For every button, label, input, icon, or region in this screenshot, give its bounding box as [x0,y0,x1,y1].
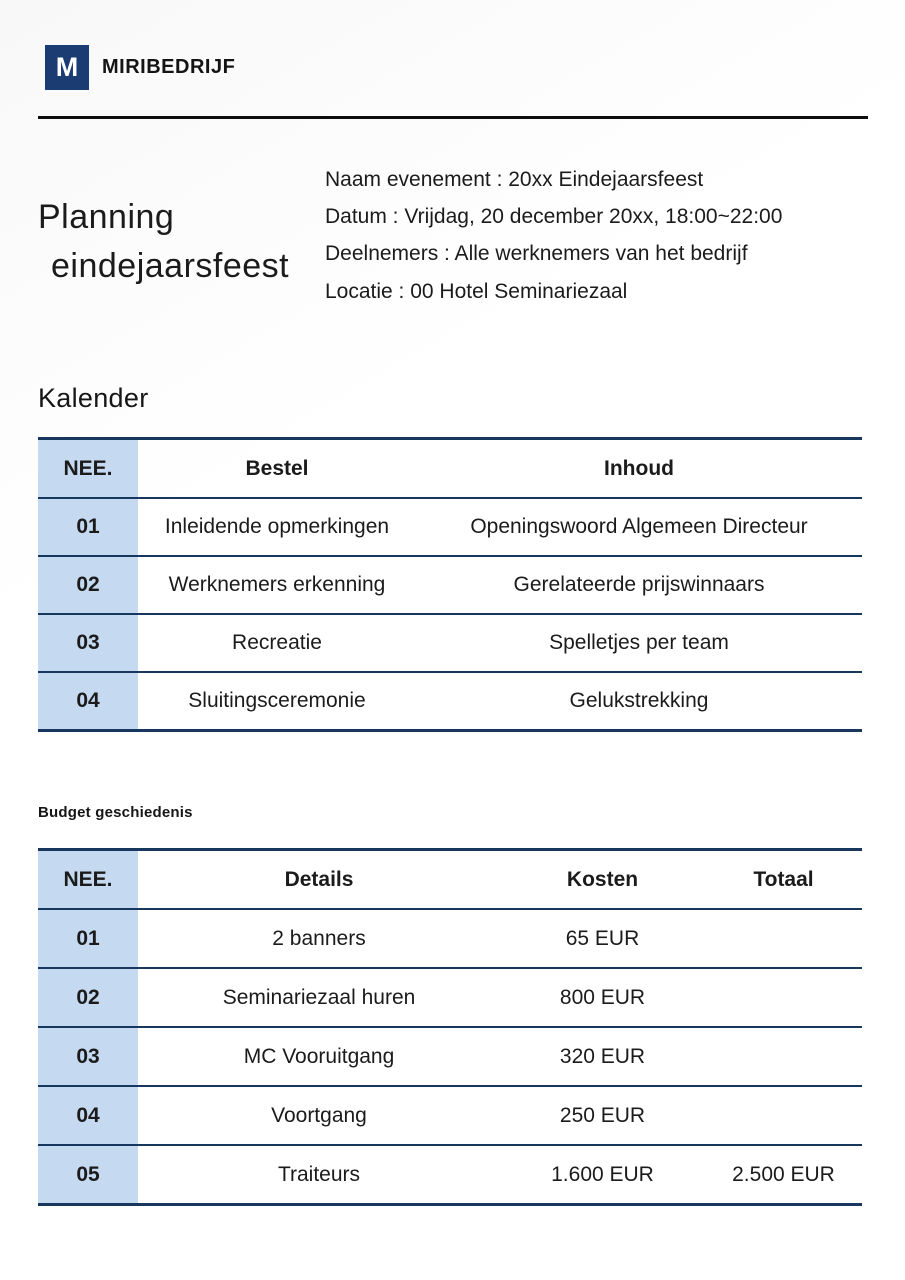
event-info-name: Naam evenement : 20xx Eindejaarsfeest [325,168,704,191]
kalender-row-bestel: Sluitingsceremonie [188,689,366,712]
page-title-line2: eindejaarsfeest [51,247,290,285]
company-logo [45,45,89,90]
budget-heading: Budget geschiedenis [38,804,193,821]
budget-row [38,968,862,1027]
logo-letter: M [55,52,79,82]
event-info-participants: Deelnemers : Alle werknemers van het bedrijf [325,242,748,266]
kalender-row-inhoud: Spelletjes per team [549,631,729,654]
kalender-row-bestel: Inleidende opmerkingen [164,515,390,538]
budget-row [38,1086,862,1145]
budget-row [38,909,862,968]
budget-row-totaal [705,968,862,1027]
page-title-line1: Planning [38,198,175,236]
budget-table [38,848,862,1206]
kalender-table [38,437,862,732]
budget-row-details: MC Vooruitgang [243,1044,395,1068]
budget-col-kosten: Kosten [566,867,639,891]
budget-row-nr: 03 [38,1027,138,1086]
kalender-row [38,498,862,556]
kalender-row-inhoud: Gerelateerde prijswinnaars [513,573,765,596]
event-info-date: Datum : Vrijdag, 20 december 20xx, 18:00~22:00 [325,205,783,229]
kalender-row-bestel: Werknemers erkenning [168,573,386,596]
kalender-row-bestel: Recreatie [232,631,322,654]
budget-row-kosten: 250 EUR [559,1103,646,1127]
kalender-table-body [38,498,862,731]
budget-row-details: Traiteurs [277,1162,361,1186]
header-divider [38,116,868,119]
budget-row [38,1145,862,1205]
kalender-header-row [38,439,862,499]
budget-col-details: Details [284,867,354,891]
budget-row-totaal [705,1086,862,1145]
event-info-location: Locatie : 00 Hotel Seminariezaal [325,279,628,303]
kalender-row-nr: 03 [38,614,138,672]
kalender-heading: Kalender [38,383,149,413]
budget-row-kosten: 320 EUR [559,1044,646,1068]
budget-row-details: 2 banners [272,926,366,950]
budget-row-details: Seminariezaal huren [222,985,416,1009]
event-info [325,161,782,310]
budget-row [38,1027,862,1086]
kalender-row-nr: 04 [38,672,138,731]
kalender-col-bestel: Bestel [245,456,309,480]
page-title [38,193,289,291]
budget-table-body [38,909,862,1205]
kalender-row-inhoud: Openingswoord Algemeen Directeur [470,515,808,538]
kalender-row-nr: 02 [38,556,138,614]
budget-col-totaal: Totaal [753,867,814,891]
budget-row-nr: 04 [38,1086,138,1145]
kalender-row [38,672,862,731]
budget-row-totaal [705,1027,862,1086]
budget-row-nr: 05 [38,1145,138,1205]
kalender-col-nee: NEE. [38,439,138,499]
budget-header-row [38,850,862,910]
budget-row-nr: 01 [38,909,138,968]
kalender-col-inhoud: Inhoud [604,456,674,480]
budget-row-kosten: 1.600 EUR [551,1162,654,1186]
kalender-row-inhoud: Gelukstrekking [569,689,709,712]
budget-row-kosten: 800 EUR [559,985,646,1009]
budget-row-details: Voortgang [271,1103,367,1127]
budget-col-nee: NEE. [38,850,138,910]
kalender-row-nr: 01 [38,498,138,556]
budget-row-nr: 02 [38,968,138,1027]
budget-row-totaal: 2.500 EUR [732,1162,835,1186]
kalender-row [38,614,862,672]
budget-row-kosten: 65 EUR [565,926,640,950]
budget-row-totaal [705,909,862,968]
kalender-row [38,556,862,614]
company-name: MIRIBEDRIJF [102,56,236,78]
